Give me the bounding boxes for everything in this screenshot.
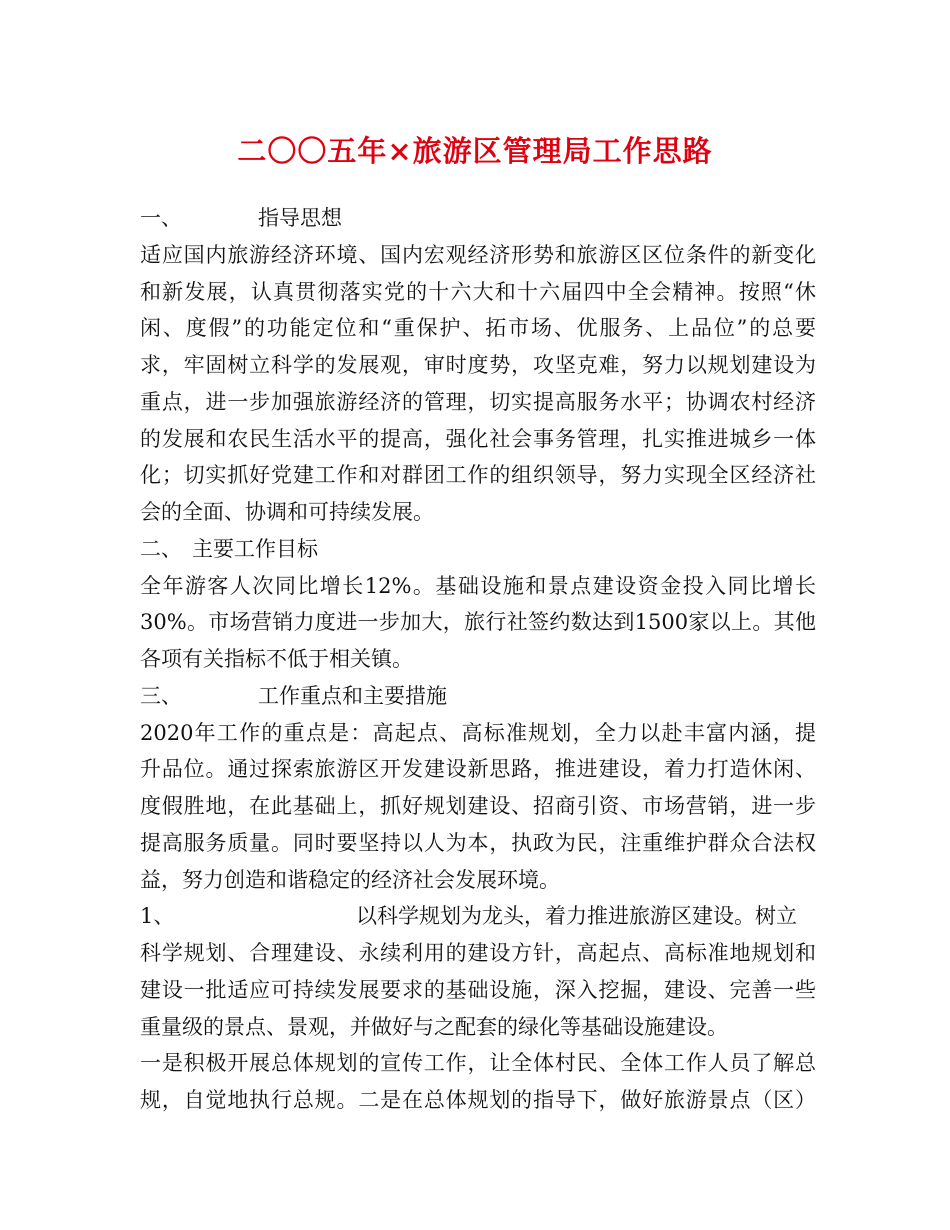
paragraph-line: 适应国内旅游经济环境、国内宏观经济形势和旅游区区位条件的新变化 bbox=[140, 242, 816, 267]
paragraph-line: 的发展和农民生活水平的提高，强化社会事务管理，扎实推进城乡一体 bbox=[140, 426, 816, 451]
section-heading-2 bbox=[140, 531, 816, 568]
section-heading-text: 工作重点和主要措施 bbox=[258, 683, 447, 708]
section-number: 一、 bbox=[140, 206, 182, 230]
section-number: 二、 bbox=[140, 536, 182, 561]
document-body bbox=[140, 200, 816, 1119]
paragraph-line: 2020年工作的重点是：高起点、高标准规划，全力以赴丰富内涵，提 bbox=[140, 720, 816, 745]
paragraph-line: 度假胜地，在此基础上，抓好规划建设、招商引资、市场营销，进一步 bbox=[140, 794, 816, 818]
item-heading-1 bbox=[140, 898, 816, 935]
section-heading-text: 指导思想 bbox=[258, 206, 342, 230]
section-heading-3 bbox=[140, 678, 816, 715]
paragraph-line: 和新发展，认真贯彻落实党的十六大和十六届四中全会精神。按照“休 bbox=[140, 279, 816, 304]
paragraph-line: 闲、度假”的功能定位和“重保护、拓市场、优服务、上品位”的总要 bbox=[140, 316, 816, 341]
item-number: 1、 bbox=[140, 904, 175, 929]
paragraph-line: 重点，进一步加强旅游经济的管理，切实提高服务水平；协调农村经济 bbox=[140, 389, 816, 414]
paragraph-line: 升品位。通过探索旅游区开发建设新思路，推进建设，着力打造休闲、 bbox=[140, 757, 816, 782]
section-heading-1 bbox=[140, 200, 816, 237]
paragraph-line: 重量级的景点、景观，并做好与之配套的绿化等基础设施建设。 bbox=[140, 1014, 728, 1039]
paragraph-line: 科学规划、合理建设、永续利用的建设方针，高起点、高标准地规划和 bbox=[140, 941, 816, 965]
paragraph-line: 提高服务质量。同时要坚持以人为本，执政为民，注重维护群众合法权 bbox=[140, 830, 816, 855]
paragraph-line: 全年游客人次同比增长12%。基础设施和景点建设资金投入同比增长 bbox=[140, 573, 816, 598]
paragraph-line: 会的全面、协调和可持续发展。 bbox=[140, 500, 434, 524]
paragraph-line: 建设一批适应可持续发展要求的基础设施，深入挖掘，建设、完善一些 bbox=[140, 977, 816, 1002]
paragraph-line: 规，自觉地执行总规。二是在总体规划的指导下，做好旅游景点（区） bbox=[140, 1088, 816, 1112]
paragraph-line: 各项有关指标不低于相关镇。 bbox=[140, 647, 413, 671]
section-heading-text: 主要工作目标 bbox=[192, 536, 318, 561]
section-number: 三、 bbox=[140, 683, 182, 708]
document-title: 二〇〇五年×旅游区管理局工作思路 bbox=[237, 134, 713, 168]
paragraph-line: 求，牢固树立科学的发展观，审时度势，攻坚克难，努力以规划建设为 bbox=[140, 353, 816, 377]
paragraph-line: 一是积极开展总体规划的宣传工作，让全体村民、全体工作人员了解总 bbox=[140, 1051, 816, 1076]
item-first-line: 以科学规划为龙头，着力推进旅游区建设。树立 bbox=[356, 904, 797, 929]
paragraph-line: 化；切实抓好党建工作和对群团工作的组织领导，努力实现全区经济社 bbox=[140, 463, 816, 488]
paragraph-line: 益，努力创造和谐稳定的经济社会发展环境。 bbox=[140, 867, 560, 892]
paragraph-line: 30%。市场营销力度进一步加大，旅行社签约数达到1500家以上。其他 bbox=[140, 610, 816, 635]
